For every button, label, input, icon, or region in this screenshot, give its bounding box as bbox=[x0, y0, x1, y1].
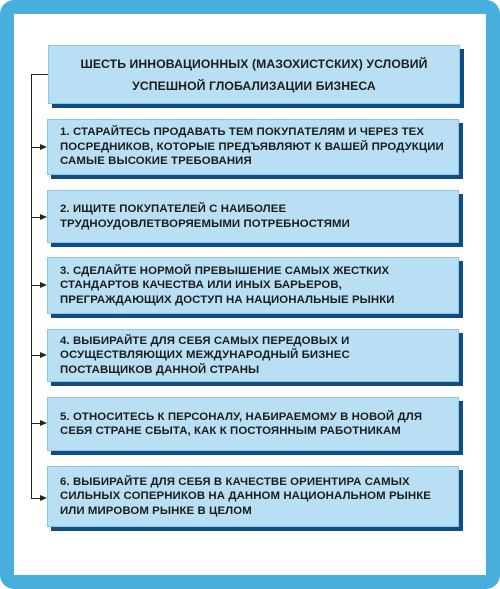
list-item-text: 5. ОТНОСИТЕСЬ К ПЕРСОНАЛУ, НАБИРАЕМОМУ В НОВОЙ ДЛЯ СЕБЯ СТРАНЕ СБЫТА, КАК К ПОСТОЯННЫМ РАБОТНИКАМ bbox=[60, 410, 423, 437]
diagram-title-text: ШЕСТЬ ИННОВАЦИОННЫХ (МАЗОХИСТСКИХ) УСЛОВИЙ УСПЕШНОЙ ГЛОБАЛИЗАЦИИ БИЗНЕСА bbox=[80, 56, 428, 93]
list-item bbox=[47, 397, 459, 451]
list-item-text: 2. ИЩИТЕ ПОКУПАТЕЛЕЙ С НАИБОЛЕЕ ТРУДНОУДОВЛЕТВОРЯЕМЫМИ ПОТРЕБНОСТЯМИ bbox=[60, 203, 350, 230]
list-item-text: 3. СДЕЛАЙТЕ НОРМОЙ ПРЕВЫШЕНИЕ САМЫХ ЖЕСТКИХ СТАНДАРТОВ КАЧЕСТВА ИЛИ ИНЫХ БАРЬЕРОВ, ПРЕГРАЖДАЮЩИХ ДОСТУП НА НАЦИОНАЛЬНЫЕ РЫНКИ bbox=[60, 264, 395, 306]
list-item-text: 6. ВЫБИРАЙТЕ ДЛЯ СЕБЯ В КАЧЕСТВЕ ОРИЕНТИРА САМЫХ СИЛЬНЫХ СОПЕРНИКОВ НА ДАННОМ НАЦИОНАЛЬНОМ РЫНКЕ ИЛИ МИРОВОМ РЫНКЕ В ЦЕЛОМ bbox=[60, 475, 432, 517]
connector-vertical-line bbox=[31, 74, 32, 498]
list-item-text: 1. СТАРАЙТЕСЬ ПРОДАВАТЬ ТЕМ ПОКУПАТЕЛЯМ И ЧЕРЕЗ ТЕХ ПОСРЕДНИКОВ, КОТОРЫЕ ПРЕДЪЯВЛЯЮТ К ВАШЕЙ ПРОДУКЦИИ САМЫЕ ВЫСОКИЕ ТРЕБОВАНИЯ bbox=[60, 126, 444, 168]
list-item bbox=[47, 466, 459, 527]
arrow-icon bbox=[40, 352, 47, 358]
list-item bbox=[47, 329, 459, 382]
arrow-icon bbox=[40, 214, 47, 220]
arrow-icon bbox=[40, 144, 47, 150]
arrow-icon bbox=[40, 282, 47, 288]
diagram-panel bbox=[14, 14, 486, 575]
arrow-icon bbox=[40, 420, 47, 426]
connector-title-link bbox=[31, 74, 48, 75]
arrow-icon bbox=[40, 495, 47, 501]
list-item-text: 4. ВЫБИРАЙТЕ ДЛЯ СЕБЯ САМЫХ ПЕРЕДОВЫХ И ОСУЩЕСТВЛЯЮЩИХ МЕЖДУНАРОДНЫЙ БИЗНЕС ПОСТАВЩИКОВ ДАННОЙ СТРАНЫ bbox=[60, 334, 350, 376]
list-item bbox=[47, 119, 459, 175]
list-item bbox=[47, 257, 459, 314]
list-item bbox=[47, 190, 459, 243]
diagram-title bbox=[48, 45, 460, 104]
